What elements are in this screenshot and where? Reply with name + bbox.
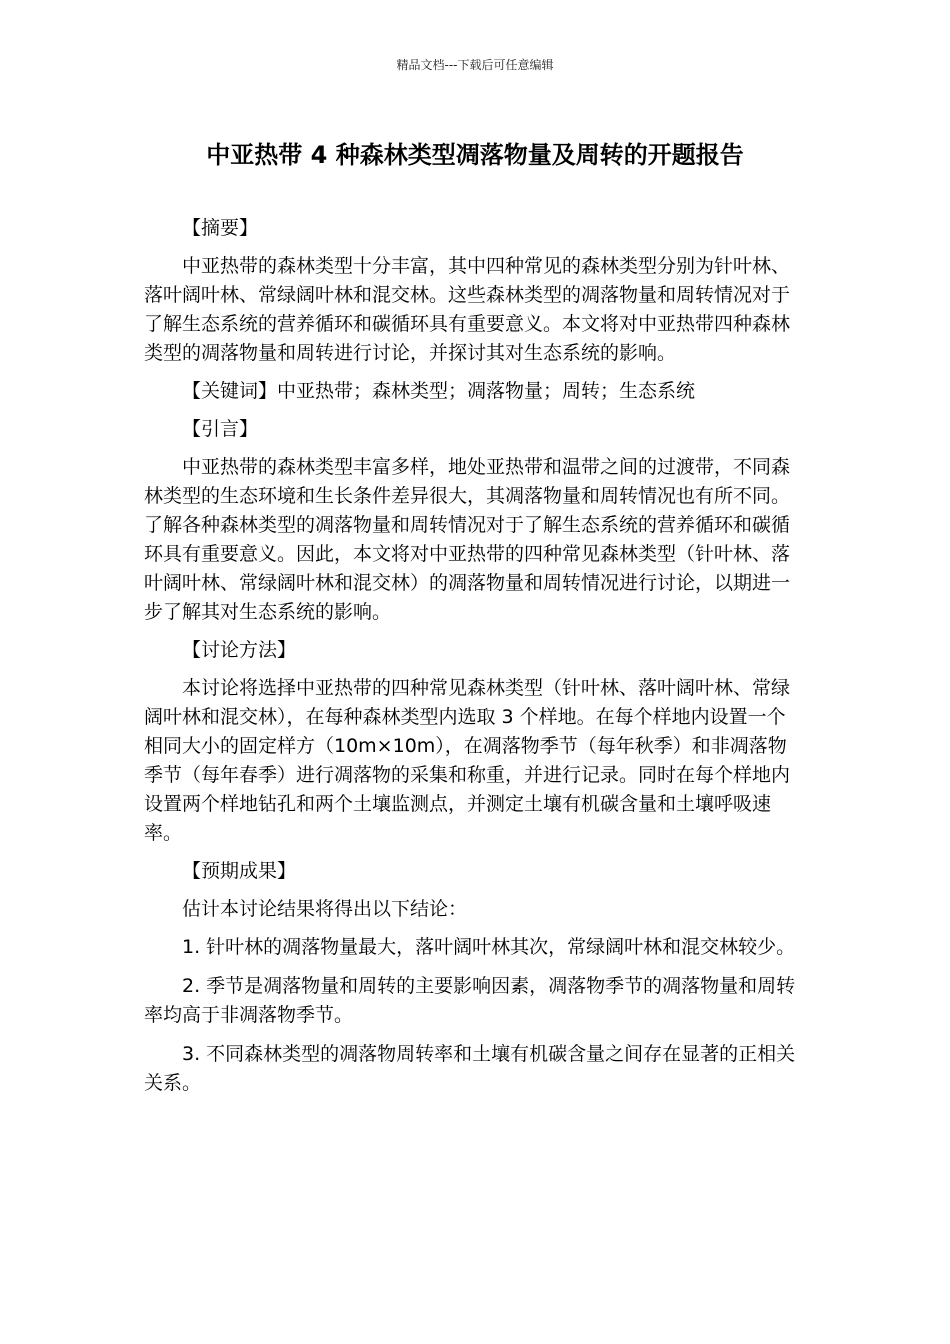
abstract-paragraph: 中亚热带的森林类型十分丰富，其中四种常见的森林类型分别为针叶林、落叶阔叶林、常绿阔叶林和混交林。这些森林类型的凋落物量和周转情况对于了解生态系统的营养循环和碳循环具有重要意义。本文将对中亚热带四种森林类型的凋落物量和周转进行讨论，并探讨其对生态系统的影响。 (144, 255, 791, 364)
results-intro: 估计本讨论结果将得出以下结论： (182, 898, 468, 920)
method-heading: 【讨论方法】 (182, 639, 297, 661)
results-heading: 【预期成果】 (182, 860, 297, 882)
results-item: 1. 针叶林的凋落物量最大，落叶阔叶林其次，常绿阔叶林和混交林较少。 (182, 936, 796, 958)
method-paragraph: 本讨论将选择中亚热带的四种常见森林类型（针叶林、落叶阔叶林、常绿阔叶林和混交林），在每种森林类型内选取 3 个样地。在每个样地内设置一个相同大小的固定样方（10m×10m），在凋落物季节（每年秋季）和非凋落物季节（每年春季）进行凋落物的采集和称重，并进行记录。同时在每个样地内设置两个样地钻孔和两个土壤监测点，并测定土壤有机碳含量和土壤呼吸速率。 (144, 677, 791, 844)
document-title: 中亚热带 4 种森林类型凋落物量及周转的开题报告 (206, 141, 744, 169)
intro-heading: 【引言】 (182, 418, 259, 440)
results-item: 3. 不同森林类型的凋落物周转率和土壤有机碳含量之间存在显著的正相关关系。 (144, 1043, 796, 1094)
keywords-line: 【关键词】中亚热带；森林类型；凋落物量；周转；生态系统 (182, 380, 696, 402)
results-item: 2. 季节是凋落物量和周转的主要影响因素，凋落物季节的凋落物量和周转率均高于非凋落物季节。 (144, 975, 796, 1026)
header-note: 精品文档---下载后可任意编辑 (396, 58, 554, 72)
abstract-heading: 【摘要】 (182, 217, 259, 239)
document-body (144, 214, 804, 1108)
intro-paragraph: 中亚热带的森林类型丰富多样，地处亚热带和温带之间的过渡带，不同森林类型的生态环境和生长条件差异很大，其凋落物量和周转情况也有所不同。了解各种森林类型的凋落物量和周转情况对于了解生态系统的营养循环和碳循环具有重要意义。因此，本文将对中亚热带的四种常见森林类型（针叶林、落叶阔叶林、常绿阔叶林和混交林）的凋落物量和周转情况进行讨论，以期进一步了解其对生态系统的影响。 (144, 456, 791, 623)
